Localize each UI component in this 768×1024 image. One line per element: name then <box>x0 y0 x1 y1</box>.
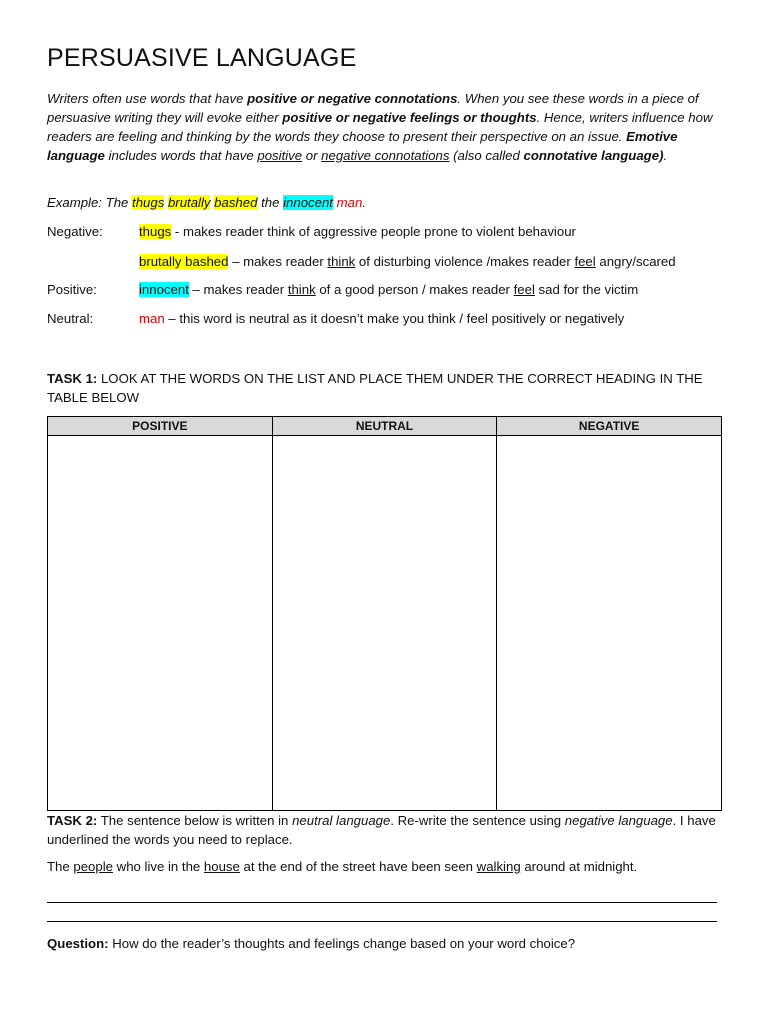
header-positive: POSITIVE <box>48 417 273 436</box>
explanation-text: angry/scared <box>595 254 676 269</box>
table-header-row <box>48 417 722 436</box>
negative-explanation-2 <box>139 254 676 269</box>
task-2-italic: neutral language <box>292 813 391 828</box>
explanation-text: - makes reader think of aggressive people prone to violent behaviour <box>171 224 576 239</box>
example-word-bashed: bashed <box>214 195 258 210</box>
intro-text: . <box>663 148 668 163</box>
intro-underline: positive <box>257 148 303 163</box>
example-word-man: man <box>336 195 363 210</box>
highlight-brutally-bashed: brutally bashed <box>139 254 229 269</box>
intro-underline: negative connotations <box>321 148 450 163</box>
task-2-text: . I have underlined the words you need to replace. <box>47 813 716 847</box>
task-2-instructions <box>47 811 727 849</box>
task-2-text: . Re-write the sentence using <box>390 813 565 828</box>
intro-bold: connotative language) <box>523 148 664 163</box>
negative-label: Negative: <box>47 224 103 239</box>
word-sort-table <box>47 416 722 811</box>
intro-bold: Emotive language <box>47 129 678 163</box>
example-text: . <box>362 195 366 210</box>
neutral-sentence <box>47 859 637 874</box>
task-2-italic: negative language <box>564 813 673 828</box>
underline-think: think <box>327 254 356 269</box>
header-negative: NEGATIVE <box>497 417 722 436</box>
intro-text: . Hence, writers influence how readers are feeling and thinking by the words they choose to present their perspective on an issue. <box>47 110 713 144</box>
task-1-text: LOOK AT THE WORDS ON THE LIST AND PLACE THEM UNDER THE CORRECT HEADING IN THE TABLE BELOW <box>47 371 703 405</box>
neutral-column-cell[interactable] <box>272 436 497 811</box>
answer-line-1[interactable] <box>47 902 717 903</box>
explanation-text: – this word is neutral as it doesn’t make you think / feel positively or negatively <box>164 311 625 326</box>
question-label: Question: <box>47 936 109 951</box>
intro-paragraph <box>47 89 722 165</box>
question-text: How do the reader’s thoughts and feelings change based on your word choice? <box>108 936 576 951</box>
task-1-instructions <box>47 369 727 407</box>
neutral-explanation <box>139 311 624 326</box>
intro-text: includes words that have <box>104 148 258 163</box>
explanation-text: – makes reader <box>188 282 288 297</box>
word-man: man <box>139 311 165 326</box>
example-text: the <box>257 195 284 210</box>
example-text: Example: The <box>47 195 133 210</box>
underline-feel: feel <box>513 282 535 297</box>
explanation-text: sad for the victim <box>534 282 639 297</box>
intro-bold: positive or negative feelings or thoughts <box>282 110 537 125</box>
example-word-innocent: innocent <box>283 195 333 210</box>
underline-people: people <box>73 859 113 874</box>
sentence-text: around at midnight. <box>520 859 638 874</box>
page-title: PERSUASIVE LANGUAGE <box>47 44 357 72</box>
underline-think: think <box>287 282 316 297</box>
positive-explanation <box>139 282 638 297</box>
explanation-text: – makes reader <box>228 254 328 269</box>
intro-bold: positive or negative connotations <box>247 91 458 106</box>
underline-house: house <box>203 859 240 874</box>
example-sentence <box>47 195 366 210</box>
positive-label: Positive: <box>47 282 97 297</box>
task-2-label: TASK 2: <box>47 813 98 828</box>
intro-text: or <box>302 148 322 163</box>
intro-text: Writers often use words that have <box>47 91 248 106</box>
answer-line-2[interactable] <box>47 921 717 922</box>
sentence-text: at the end of the street have been seen <box>239 859 477 874</box>
highlight-thugs: thugs <box>139 224 172 239</box>
example-word-brutally: brutally <box>167 195 211 210</box>
sentence-text: who live in the <box>113 859 204 874</box>
example-word-thugs: thugs <box>132 195 165 210</box>
explanation-text: of a good person / makes reader <box>315 282 514 297</box>
negative-explanation-1 <box>139 224 576 239</box>
neutral-label: Neutral: <box>47 311 94 326</box>
positive-column-cell[interactable] <box>48 436 273 811</box>
underline-walking: walking <box>476 859 521 874</box>
table-answer-row <box>48 436 722 811</box>
highlight-innocent: innocent <box>139 282 189 297</box>
task-2-text: The sentence below is written in <box>97 813 293 828</box>
explanation-text: of disturbing violence /makes reader <box>355 254 575 269</box>
sentence-text: The <box>47 859 74 874</box>
intro-text: (also called <box>449 148 524 163</box>
underline-feel: feel <box>574 254 596 269</box>
intro-text: . When you see these words in a piece of persuasive writing they will evoke either <box>47 91 699 125</box>
header-neutral: NEUTRAL <box>272 417 497 436</box>
task-1-label: TASK 1: <box>47 371 98 386</box>
negative-column-cell[interactable] <box>497 436 722 811</box>
question-prompt <box>47 936 575 951</box>
